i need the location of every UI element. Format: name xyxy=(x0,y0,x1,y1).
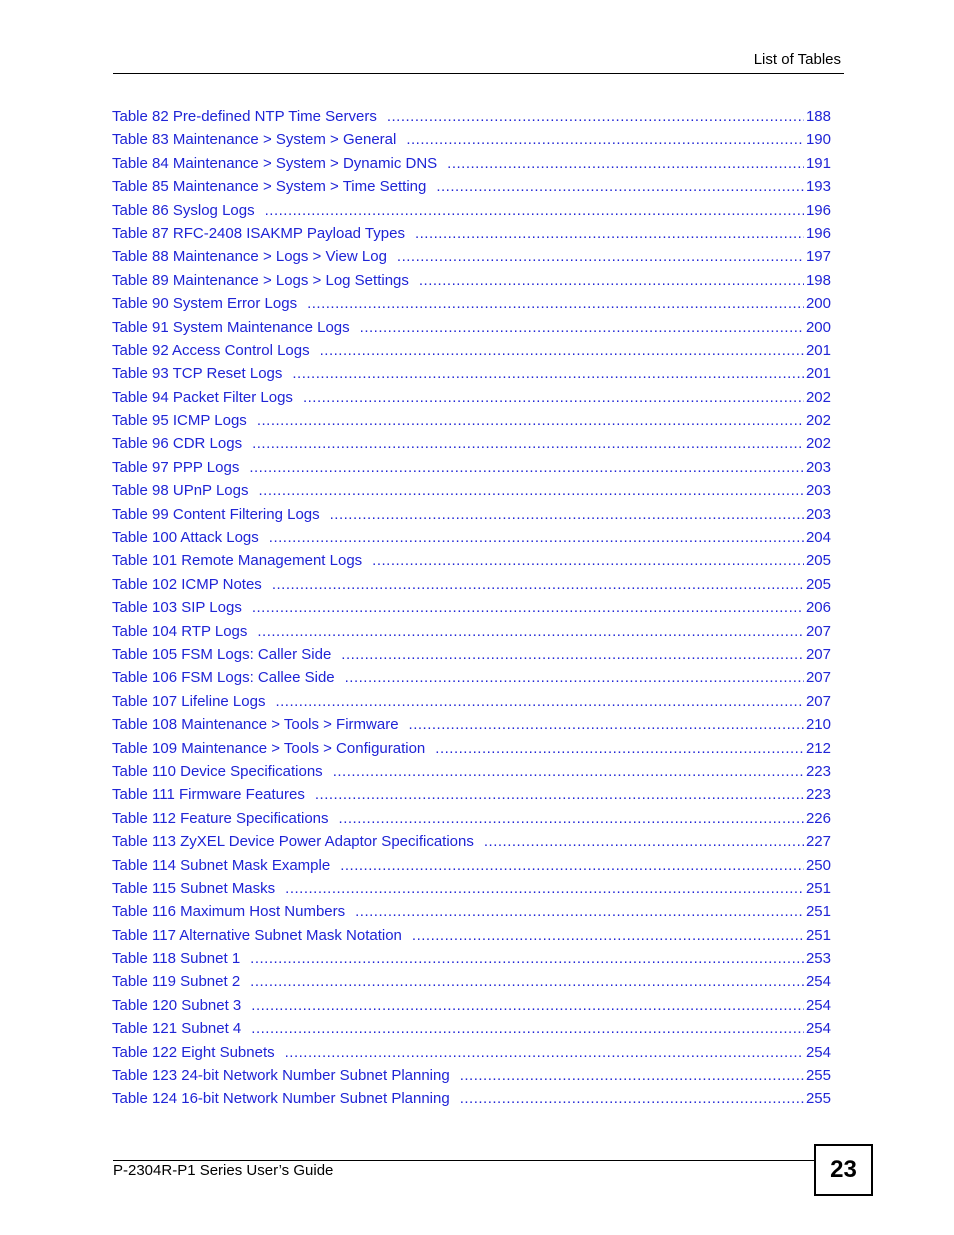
toc-entry-title: Table 90 System Error Logs xyxy=(112,295,298,313)
toc-entry-link[interactable] xyxy=(112,199,831,222)
toc-entry-link[interactable] xyxy=(112,362,831,385)
toc-entry-title: Table 101 Remote Management Logs xyxy=(112,552,363,570)
toc-entry-link[interactable] xyxy=(112,386,831,409)
toc-entry-title: Table 87 RFC-2408 ISAKMP Payload Types xyxy=(112,224,405,242)
toc-entry-page: 205 xyxy=(805,575,831,593)
dot-leader xyxy=(249,456,804,479)
toc-entry-link[interactable] xyxy=(112,479,831,502)
toc-entry-link[interactable] xyxy=(112,713,831,736)
toc-entry-page: 207 xyxy=(805,692,831,710)
toc-entry-page: 204 xyxy=(805,529,831,547)
toc-entry-page: 251 xyxy=(805,903,831,921)
toc-entry-page: 207 xyxy=(805,645,831,663)
toc-entry-title: Table 115 Subnet Masks xyxy=(112,879,276,897)
dot-leader xyxy=(250,970,804,993)
toc-entry-link[interactable] xyxy=(112,1017,831,1040)
toc-entry-link[interactable] xyxy=(112,292,831,315)
dot-leader xyxy=(397,245,804,268)
dot-leader xyxy=(409,713,804,736)
toc-entry-page: 206 xyxy=(805,599,831,617)
toc-entry-link[interactable] xyxy=(112,947,831,970)
toc-entry-title: Table 112 Feature Specifications xyxy=(112,809,329,827)
toc-entry-link[interactable] xyxy=(112,1041,831,1064)
toc-entry-page: 254 xyxy=(805,973,831,991)
dot-leader xyxy=(460,1087,804,1110)
toc-entry-link[interactable] xyxy=(112,316,831,339)
dot-leader xyxy=(257,409,804,432)
toc-entry-page: 201 xyxy=(805,365,831,383)
toc-entry-title: Table 92 Access Control Logs xyxy=(112,341,310,359)
toc-entry-link[interactable] xyxy=(112,573,831,596)
dot-leader xyxy=(412,924,804,947)
toc-entry-page: 202 xyxy=(805,412,831,430)
dot-leader xyxy=(333,760,804,783)
toc-entry-title: Table 110 Device Specifications xyxy=(112,762,323,780)
toc-entry-title: Table 114 Subnet Mask Example xyxy=(112,856,331,874)
toc-entry-title: Table 98 UPnP Logs xyxy=(112,482,249,500)
toc-entry-title: Table 97 PPP Logs xyxy=(112,458,240,476)
toc-entry-title: Table 109 Maintenance > Tools > Configuration xyxy=(112,739,426,757)
dot-leader xyxy=(250,947,804,970)
dot-leader xyxy=(387,105,804,128)
toc-entry-page: 203 xyxy=(805,458,831,476)
toc-entry-page: 254 xyxy=(805,996,831,1014)
toc-entry-page: 250 xyxy=(805,856,831,874)
toc-entry-page: 207 xyxy=(805,622,831,640)
toc-entry-title: Table 120 Subnet 3 xyxy=(112,996,242,1014)
toc-entry-title: Table 85 Maintenance > System > Time Setting xyxy=(112,178,427,196)
toc-entry-title: Table 83 Maintenance > System > General xyxy=(112,131,397,149)
toc-entry-title: Table 119 Subnet 2 xyxy=(112,973,241,991)
toc-entry-link[interactable] xyxy=(112,1087,831,1110)
dot-leader xyxy=(339,807,804,830)
toc-entry-link[interactable] xyxy=(112,222,831,245)
toc-entry-page: 210 xyxy=(805,716,831,734)
guide-title: P-2304R-P1 Series User’s Guide xyxy=(113,1162,334,1179)
toc-entry-title: Table 118 Subnet 1 xyxy=(112,950,241,968)
dot-leader xyxy=(257,620,804,643)
toc-entry-link[interactable] xyxy=(112,643,831,666)
toc-entry-link[interactable] xyxy=(112,783,831,806)
toc-entry-page: 251 xyxy=(805,879,831,897)
toc-entry-link[interactable] xyxy=(112,339,831,362)
toc-entry-title: Table 113 ZyXEL Device Power Adaptor Specifications xyxy=(112,833,474,851)
toc-entry-link[interactable] xyxy=(112,737,831,760)
toc-entry-title: Table 117 Alternative Subnet Mask Notation xyxy=(112,926,402,944)
toc-entry-page: 200 xyxy=(805,295,831,313)
dot-leader xyxy=(406,128,804,151)
toc-entry-link[interactable] xyxy=(112,807,831,830)
toc-entry-title: Table 104 RTP Logs xyxy=(112,622,248,640)
toc-entry-page: 190 xyxy=(805,131,831,149)
toc-entry-title: Table 116 Maximum Host Numbers xyxy=(112,903,346,921)
toc-entry-title: Table 103 SIP Logs xyxy=(112,599,242,617)
list-of-tables xyxy=(112,105,831,1111)
dot-leader xyxy=(419,269,804,292)
toc-entry-title: Table 107 Lifeline Logs xyxy=(112,692,266,710)
dot-leader xyxy=(259,479,804,502)
dot-leader xyxy=(275,690,804,713)
toc-entry-link[interactable] xyxy=(112,690,831,713)
dot-leader xyxy=(251,1017,804,1040)
toc-entry-page: 188 xyxy=(805,108,831,125)
dot-leader xyxy=(372,549,804,572)
toc-entry-page: 203 xyxy=(805,505,831,523)
toc-entry-page: 212 xyxy=(805,739,831,757)
toc-entry-page: 207 xyxy=(805,669,831,687)
toc-entry-title: Table 108 Maintenance > Tools > Firmware xyxy=(112,716,399,734)
toc-entry-page: 254 xyxy=(805,1020,831,1038)
dot-leader xyxy=(265,199,804,222)
toc-entry-link[interactable] xyxy=(112,1064,831,1087)
dot-leader xyxy=(460,1064,804,1087)
toc-entry-title: Table 123 24-bit Network Number Subnet Planning xyxy=(112,1067,450,1085)
toc-entry-page: 227 xyxy=(805,833,831,851)
toc-entry-link[interactable] xyxy=(112,596,831,619)
toc-entry-page: 254 xyxy=(805,1043,831,1061)
toc-entry-page: 255 xyxy=(805,1090,831,1108)
dot-leader xyxy=(303,386,804,409)
toc-entry-title: Table 86 Syslog Logs xyxy=(112,201,255,219)
dot-leader xyxy=(285,877,804,900)
toc-entry-page: 205 xyxy=(805,552,831,570)
toc-entry-page: 255 xyxy=(805,1067,831,1085)
dot-leader xyxy=(330,503,804,526)
toc-entry-link[interactable] xyxy=(112,900,831,923)
toc-entry-page: 191 xyxy=(805,154,831,172)
dot-leader xyxy=(320,339,804,362)
toc-entry-link[interactable] xyxy=(112,503,831,526)
toc-entry-link[interactable] xyxy=(112,994,831,1017)
toc-entry-link[interactable] xyxy=(112,620,831,643)
toc-entry-link[interactable] xyxy=(112,105,831,128)
section-title: List of Tables xyxy=(753,51,841,68)
toc-entry-title: Table 91 System Maintenance Logs xyxy=(112,318,350,336)
toc-entry-title: Table 106 FSM Logs: Callee Side xyxy=(112,669,335,687)
toc-entry-link[interactable] xyxy=(112,175,831,198)
toc-entry-title: Table 121 Subnet 4 xyxy=(112,1020,242,1038)
dot-leader xyxy=(252,432,804,455)
toc-entry-page: 196 xyxy=(805,201,831,219)
dot-leader xyxy=(251,994,804,1017)
dot-leader xyxy=(252,596,804,619)
toc-entry-link[interactable] xyxy=(112,924,831,947)
toc-entry-title: Table 88 Maintenance > Logs > View Log xyxy=(112,248,387,266)
toc-entry-page: 251 xyxy=(805,926,831,944)
toc-entry-page: 223 xyxy=(805,762,831,780)
toc-entry-title: Table 82 Pre-defined NTP Time Servers xyxy=(112,108,377,125)
toc-entry-title: Table 124 16-bit Network Number Subnet Planning xyxy=(112,1090,450,1108)
dot-leader xyxy=(355,900,804,923)
toc-entry-link[interactable] xyxy=(112,245,831,268)
dot-leader xyxy=(415,222,804,245)
toc-entry-page: 226 xyxy=(805,809,831,827)
toc-entry-link[interactable] xyxy=(112,269,831,292)
dot-leader xyxy=(341,643,804,666)
header-divider xyxy=(113,73,844,74)
toc-entry-page: 197 xyxy=(805,248,831,266)
toc-entry-link[interactable] xyxy=(112,549,831,572)
toc-entry-link[interactable] xyxy=(112,666,831,689)
toc-entry-page: 201 xyxy=(805,341,831,359)
toc-entry-title: Table 95 ICMP Logs xyxy=(112,412,247,430)
dot-leader xyxy=(269,526,804,549)
toc-entry-title: Table 122 Eight Subnets xyxy=(112,1043,275,1061)
toc-entry-page: 196 xyxy=(805,224,831,242)
toc-entry-page: 202 xyxy=(805,435,831,453)
toc-entry-title: Table 99 Content Filtering Logs xyxy=(112,505,320,523)
toc-entry-link[interactable] xyxy=(112,409,831,432)
toc-entry-link[interactable] xyxy=(112,830,831,853)
dot-leader xyxy=(360,316,804,339)
toc-entry-title: Table 89 Maintenance > Logs > Log Settings xyxy=(112,271,409,289)
toc-entry-link[interactable] xyxy=(112,456,831,479)
toc-entry-title: Table 84 Maintenance > System > Dynamic DNS xyxy=(112,154,438,172)
toc-entry-title: Table 100 Attack Logs xyxy=(112,529,259,547)
toc-entry-page: 253 xyxy=(805,950,831,968)
toc-entry-title: Table 93 TCP Reset Logs xyxy=(112,365,283,383)
dot-leader xyxy=(345,666,804,689)
toc-entry-link[interactable] xyxy=(112,877,831,900)
dot-leader xyxy=(340,854,804,877)
toc-entry-title: Table 111 Firmware Features xyxy=(112,786,305,804)
dot-leader xyxy=(484,830,804,853)
dot-leader xyxy=(447,152,804,175)
toc-entry-link[interactable] xyxy=(112,970,831,993)
dot-leader xyxy=(436,175,804,198)
dot-leader xyxy=(292,362,804,385)
toc-entry-link[interactable] xyxy=(112,432,831,455)
toc-entry-page: 200 xyxy=(805,318,831,336)
toc-entry-link[interactable] xyxy=(112,128,831,151)
toc-entry-page: 198 xyxy=(805,271,831,289)
toc-entry-link[interactable] xyxy=(112,760,831,783)
dot-leader xyxy=(285,1041,804,1064)
dot-leader xyxy=(272,573,804,596)
toc-entry-page: 203 xyxy=(805,482,831,500)
toc-entry-page: 202 xyxy=(805,388,831,406)
toc-entry-title: Table 105 FSM Logs: Caller Side xyxy=(112,645,332,663)
toc-entry-title: Table 102 ICMP Notes xyxy=(112,575,262,593)
toc-entry-title: Table 96 CDR Logs xyxy=(112,435,243,453)
toc-entry-title: Table 94 Packet Filter Logs xyxy=(112,388,293,406)
toc-entry-link[interactable] xyxy=(112,152,831,175)
toc-entry-link[interactable] xyxy=(112,526,831,549)
dot-leader xyxy=(435,737,804,760)
dot-leader xyxy=(315,783,804,806)
toc-entry-page: 193 xyxy=(805,178,831,196)
toc-entry-page: 223 xyxy=(805,786,831,804)
toc-entry-link[interactable] xyxy=(112,854,831,877)
dot-leader xyxy=(307,292,804,315)
page-number: 23 xyxy=(814,1144,873,1196)
